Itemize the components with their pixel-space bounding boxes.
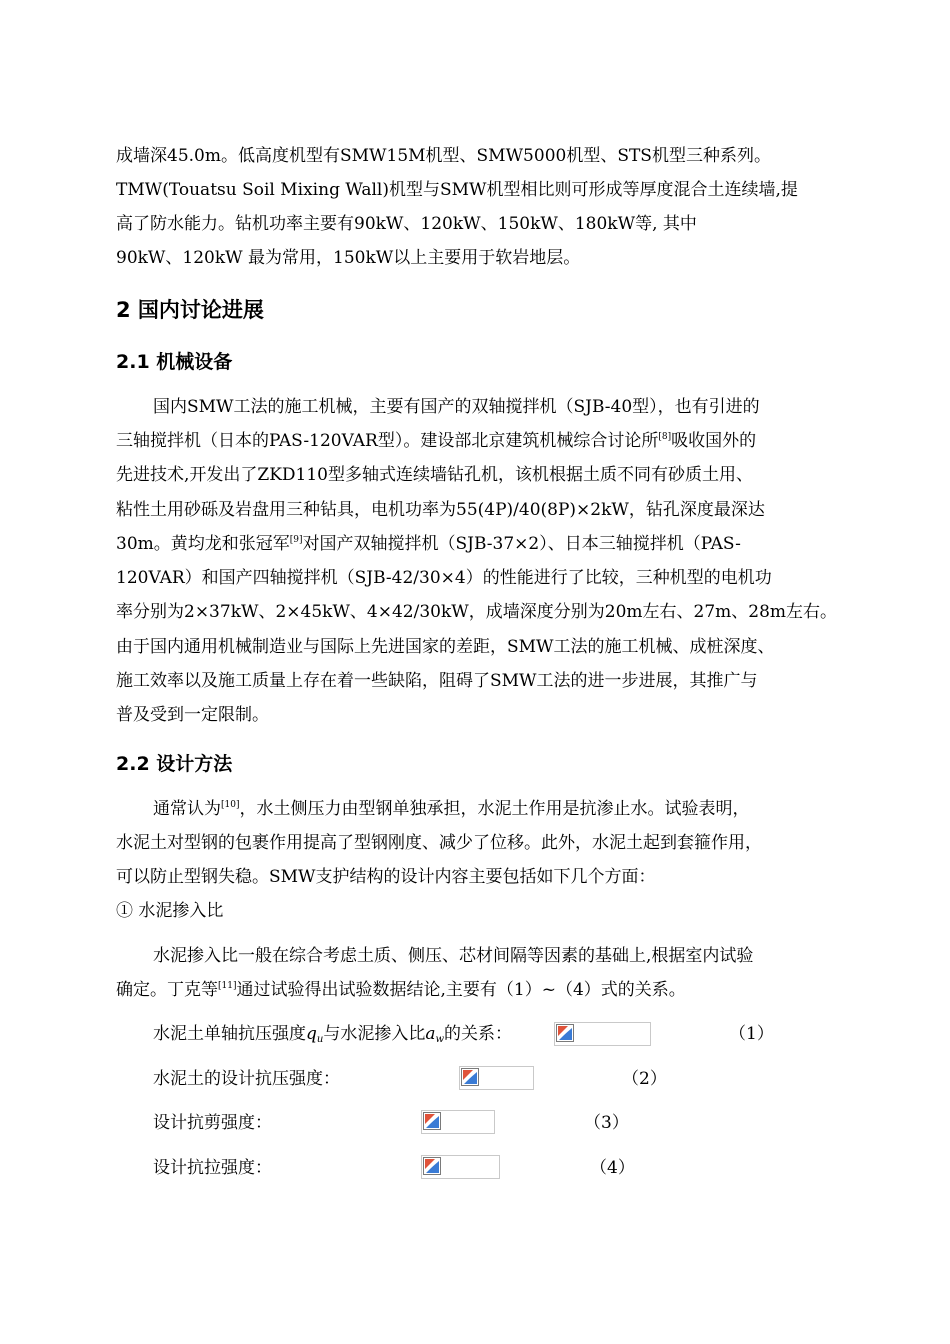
paragraph-line: 成墙深45.0m。低高度机型有SMW15M机型、SMW5000机型、STS机型三种系列。 (116, 146, 771, 166)
text-run: 确定。丁克等 (116, 980, 218, 1000)
paragraph-line: 先进技术,开发出了ZKD110型多轴式连续墙钻孔机，该机根据土质不同有砂质土用、 (116, 465, 753, 485)
section-heading: 2 国内讨论进展 (116, 298, 264, 322)
text-run: 通常认为 (153, 799, 221, 819)
broken-image-icon (461, 1068, 479, 1086)
paragraph-line: 90kW、120kW 最为常用，150kW以上主要用于软岩地层。 (116, 248, 581, 268)
paragraph-line: 国内SMW工法的施工机械，主要有国产的双轴搅拌机（SJB-40型），也有引进的 (153, 397, 760, 417)
variable-subscript: w (435, 1034, 445, 1045)
list-item-label: ① 水泥掺入比 (116, 901, 224, 921)
equation-number: （2） (622, 1069, 667, 1089)
text-run: 的关系： (444, 1024, 513, 1044)
citation-ref: [10] (221, 800, 240, 810)
formula-image-placeholder (421, 1110, 495, 1134)
formula-image-placeholder (421, 1155, 500, 1179)
equation-number: （4） (590, 1158, 635, 1178)
paragraph-line (153, 797, 749, 821)
paragraph-line: 由于国内通用机械制造业与国际上先进国家的差距，SMW工法的施工机械、成桩深度、 (116, 637, 775, 657)
text-run: 吸收国外的 (671, 431, 757, 451)
equation-label: 水泥土的设计抗压强度： (153, 1069, 340, 1089)
text-run: 水泥土单轴抗压强度 (153, 1024, 306, 1044)
variable-subscript: u (316, 1034, 324, 1045)
paragraph-line: 施工效率以及施工质量上存在着一些缺陷，阻碍了SMW工法的进一步进展，其推广与 (116, 671, 758, 691)
subsection-heading: 2.1 机械设备 (116, 351, 233, 373)
equation-label: 设计抗拉强度： (153, 1158, 272, 1178)
broken-image-icon (556, 1024, 574, 1042)
equation-number: （1） (729, 1024, 774, 1044)
citation-ref: [9] (289, 535, 303, 545)
paragraph-line (116, 429, 756, 453)
broken-image-icon (423, 1157, 441, 1175)
paragraph-line: 水泥掺入比一般在综合考虑土质、侧压、芯材间隔等因素的基础上,根据室内试验 (153, 946, 754, 966)
citation-ref: [8] (658, 432, 672, 442)
formula-image-placeholder (554, 1022, 651, 1046)
equation-label (153, 1022, 512, 1052)
equation-number: （3） (584, 1113, 629, 1133)
broken-image-icon (423, 1112, 441, 1130)
paragraph-line: 水泥土对型钢的包裹作用提高了型钢刚度、减少了位移。此外，水泥土起到套箍作用， (116, 833, 762, 853)
text-run: ，水土侧压力由型钢单独承担，水泥土作用是抗渗止水。试验表明， (239, 799, 750, 819)
paragraph-line: 普及受到一定限制。 (116, 705, 269, 725)
text-run: 与水泥掺入比 (323, 1024, 426, 1044)
paragraph-line (116, 978, 686, 1002)
subsection-heading: 2.2 设计方法 (116, 753, 233, 775)
paragraph-line: TMW(Touatsu Soil Mixing Wall)机型与SMW机型相比则可形成等厚度混合土连续墙,提 (116, 180, 798, 200)
paragraph-line: 可以防止型钢失稳。SMW支护结构的设计内容主要包括如下几个方面： (116, 867, 656, 887)
equation-label: 设计抗剪强度： (153, 1113, 272, 1133)
paragraph-line: 粘性土用砂砾及岩盘用三种钻具，电机功率为55(4P)/40(8P)×2kW，钻孔深度最深达 (116, 500, 765, 520)
variable: a (425, 1024, 436, 1044)
paragraph-line: 高了防水能力。钻机功率主要有90kW、120kW、150kW、180kW等, 其中 (116, 214, 697, 234)
paragraph-line (116, 532, 741, 556)
paragraph-line: 120VAR）和国产四轴搅拌机（SJB-42/30×4）的性能进行了比较，三种机型的电机功 (116, 568, 772, 588)
text-run: 通过试验得出试验数据结论,主要有（1）~（4）式的关系。 (236, 980, 686, 1000)
variable: q (306, 1024, 317, 1044)
text-run: 30m。黄均龙和张冠军 (116, 534, 290, 554)
citation-ref: [11] (218, 981, 237, 991)
text-run: 对国产双轴搅拌机（SJB-37×2）、日本三轴搅拌机（PAS- (302, 534, 741, 554)
text-run: 三轴搅拌机（日本的PAS-120VAR型）。建设部北京建筑机械综合讨论所 (116, 431, 659, 451)
formula-image-placeholder (459, 1066, 534, 1090)
paragraph-line: 率分别为2×37kW、2×45kW、4×42/30kW，成墙深度分别为20m左右、27m、28m左右。 (116, 602, 838, 622)
